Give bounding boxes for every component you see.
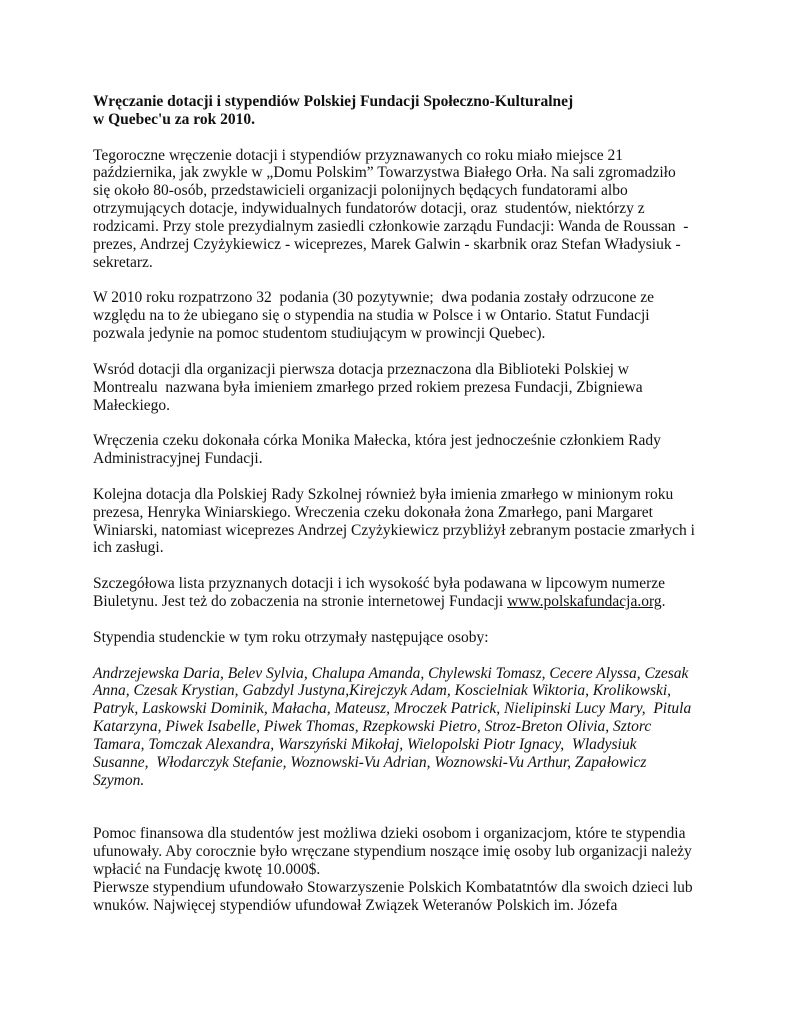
title-line: w Quebec'u za rok 2010. [93,110,256,128]
text-line: wnuków. Najwięcej stypendiów ufundował Związek Weteranów Polskich im. Józefa [93,896,618,914]
paragraph-recipients-intro [93,629,753,647]
text-line: Andrzejewska Daria, Belev Sylvia, Chalupa Amanda, Chylewski Tomasz, Cecere Alyssa, Czesak [93,664,689,682]
text-line: Szczegółowa lista przyznanych dotacji i ich wysokość była podawana w lipcowym numerze [93,575,666,593]
text-line: ich zasługi. [93,539,164,557]
text-line: wpłacić na Fundację kwotę 10.000$. [93,860,321,878]
text-line: W 2010 roku rozpatrzono 32 podania (30 pozytywnie; dwa podania zostały odrzucone ze [93,289,654,307]
text-line: się około 80-osób, przedstawicieli organizacji polonijnych będących fundatorami albo [93,182,628,200]
text-line: rodzicami. Przy stole prezydialnym zasiedli członkowie zarządu Fundacji: Wanda de Roussan - [93,218,689,236]
website-link[interactable]: www.polskafundacja.org [507,593,662,611]
text-line: prezes, Andrzej Czyżykiewicz - wiceprezes, Marek Galwin - skarbnik oraz Stefan Władysiuk - [93,235,681,253]
text-line: Susanne, Włodarczyk Stefanie, Woznowski-Vu Adrian, Woznowski-Vu Arthur, Zapałowicz [93,753,647,771]
paragraph-details [93,575,753,611]
text-line: Kolejna dotacja dla Polskiej Rady Szkolnej również była imienia zmarłego w minionym roku [93,485,674,503]
text-line: Montrealu nazwana była imieniem zmarłego przed rokiem prezesa Fundacji, Zbigniewa [93,378,643,396]
text-line: Winiarski, natomiast wiceprezes Andrzej Czyżykiewicz przybliżył zebranym postacie zmarłych i [93,521,695,539]
text-line: Wsród dotacji dla organizacji pierwsza dotacja przeznaczona dla Biblioteki Polskiej w [93,360,629,378]
text-line-with-link [93,593,753,611]
recipients-list [93,665,753,790]
text-line: Szymon. [93,771,145,789]
text-line: Stypendia studenckie w tym roku otrzymały następujące osoby: [93,628,489,646]
paragraph-library-grant [93,361,753,415]
text-line: prezesa, Henryka Winiarskiego. Wreczenia czeku dokonała żona Zmarłego, pani Margaret [93,503,653,521]
text-line: Patryk, Laskowski Dominik, Małacha, Mateusz, Mroczek Patrick, Nielipinski Lucy Mary, Pitula [93,700,692,718]
paragraph-support [93,825,753,914]
text-line: Pierwsze stypendium ufundowało Stowarzyszenie Polskich Kombatatntów dla swoich dzieci lub [93,878,693,896]
text-line: względu na to że ubiegano się o stypendia na studia w Polsce i w Ontario. Statut Fundacji [93,307,650,325]
text-line: października, jak zwykle w „Domu Polskim” Towarzystwa Białego Orła. Na sali zgromadziło [93,164,676,182]
text-line: Tamara, Tomczak Alexandra, Warszyński Mikołaj, Wielopolski Piotr Ignacy, Wladysiuk [93,735,637,753]
text-line: Tegoroczne wręczenie dotacji i stypendiów przyznawanych co roku miało miejsce 21 [93,146,624,164]
text-segment: . [661,593,666,611]
text-line: Katarzyna, Piwek Isabelle, Piwek Thomas, Rzepkowski Pietro, Stroz-Breton Olivia, Sztorc [93,718,652,736]
text-line: ufunowały. Aby corocznie było wręczane stypendium noszące imię osoby lub organizacji należy [93,843,692,861]
text-line: Wręczenia czeku dokonała córka Monika Małecka, która jest jednocześnie członkiem Rady [93,432,661,450]
paragraph-school-grant [93,486,753,557]
document-title [93,93,753,129]
document-body [93,93,753,915]
paragraph-cheque [93,432,753,468]
text-line: Anna, Czesak Krystian, Gabzdyl Justyna,Kirejczyk Adam, Koscielniak Wiktoria, Krolikowski, [93,682,672,700]
text-line: Pomoc finansowa dla studentów jest możliwa dzieki osobom i organizacjom, które te stypendia [93,825,686,843]
title-line: Wręczanie dotacji i stypendiów Polskiej Fundacji Społeczno-Kulturalnej [93,93,574,110]
text-line: otrzymujących dotacje, indywidualnych fundatorów dotacji, oraz studentów, niektórzy z [93,200,645,218]
text-line: Małeckiego. [93,396,171,414]
text-line: pozwala jedynie na pomoc studentom studiującym w prowincji Quebec). [93,325,546,343]
paragraph-intro [93,147,753,272]
text-line: sekretarz. [93,253,153,271]
paragraph-applications [93,289,753,343]
text-segment: Biuletynu. Jest też do zobaczenia na stronie internetowej Fundacji [93,593,508,611]
text-line: Administracyjnej Fundacji. [93,450,263,468]
